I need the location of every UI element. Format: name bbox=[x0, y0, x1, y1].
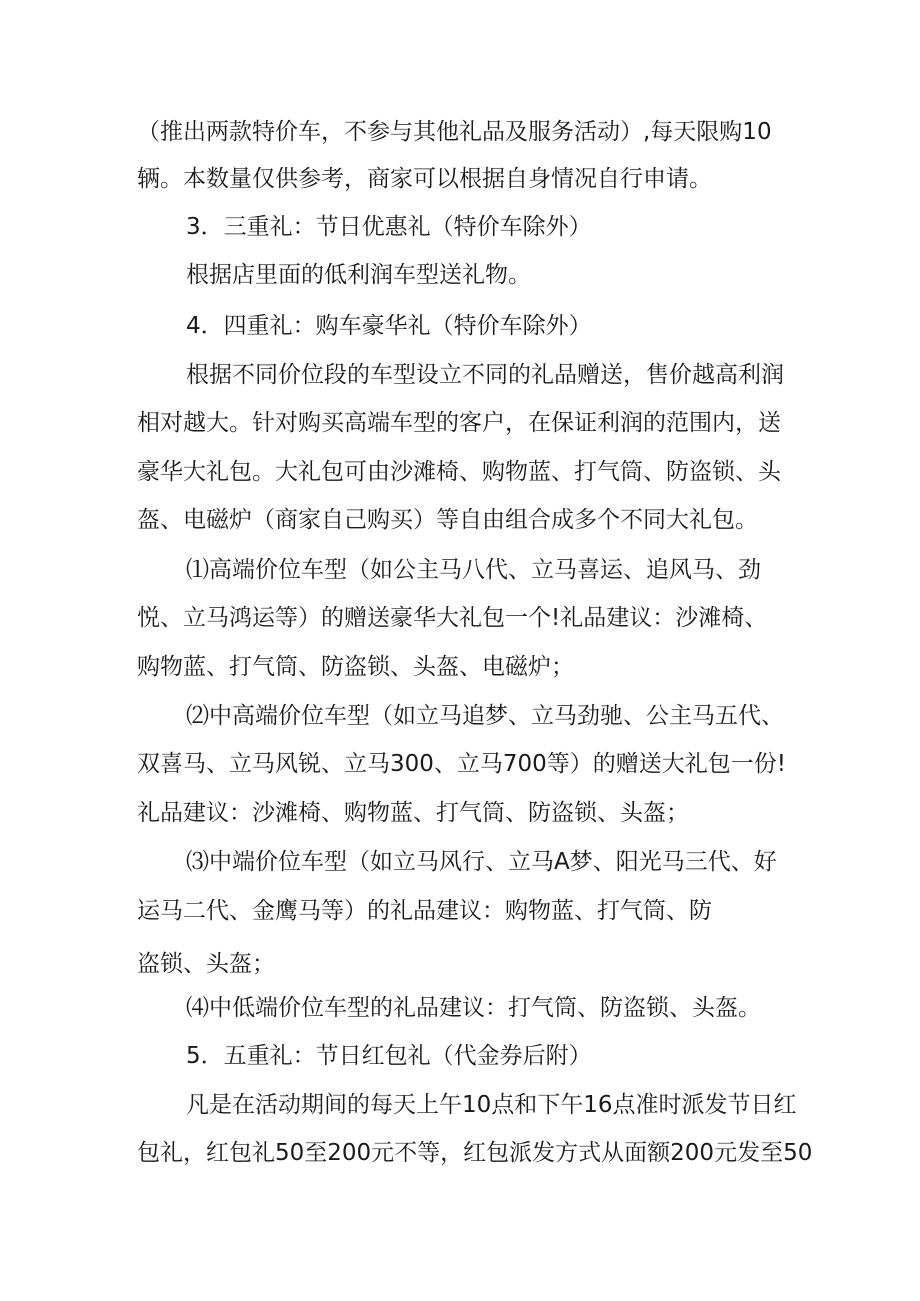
text-line: 包礼，红包礼50至200元不等，红包派发方式从面额200元发至50 bbox=[137, 1140, 813, 1166]
text-line: 相对越大。针对购买高端车型的客户，在保证利润的范围内，送 bbox=[137, 410, 781, 436]
section-heading: 3．三重礼：节日优惠礼（特价车除外） bbox=[186, 214, 592, 240]
list-item: ⑴高端价位车型（如公主马八代、立马喜运、追风马、劲 bbox=[186, 557, 761, 583]
text-line: 根据不同价位段的车型设立不同的礼品赠送，售价越高利润 bbox=[186, 362, 784, 388]
text-line: 购物蓝、打气筒、防盗锁、头盔、电磁炉； bbox=[137, 654, 574, 680]
text-line: 盗锁、头盔； bbox=[137, 951, 275, 977]
text-line: （推出两款特价车，不参与其他礼品及服务活动）,每天限购10 bbox=[137, 119, 772, 145]
text-line: 豪华大礼包。大礼包可由沙滩椅、购物蓝、打气筒、防盗锁、头 bbox=[137, 459, 781, 485]
text-line: 运马二代、金鹰马等）的礼品建议：购物蓝、打气筒、防 bbox=[137, 898, 712, 924]
text-line: 悦、立马鸿运等）的赠送豪华大礼包一个!礼品建议：沙滩椅、 bbox=[137, 605, 768, 631]
text-line: 辆。本数量仅供参考，商家可以根据自身情况自行申请。 bbox=[137, 166, 712, 192]
section-heading: 4．四重礼：购车豪华礼（特价车除外） bbox=[186, 313, 592, 339]
list-item: ⑷中低端价位车型的礼品建议：打气筒、防盗锁、头盔。 bbox=[186, 995, 761, 1021]
list-item: ⑵中高端价位车型（如立马追梦、立马劲驰、公主马五代、 bbox=[186, 703, 784, 729]
text-line: 双喜马、立马风锐、立马300、立马700等）的赠送大礼包一份! bbox=[137, 751, 787, 777]
text-line: 盔、电磁炉（商家自己购买）等自由组合成多个不同大礼包。 bbox=[137, 507, 758, 533]
text-line: 根据店里面的低利润车型送礼物。 bbox=[186, 262, 531, 288]
text-line: 凡是在活动期间的每天上午10点和下午16点准时派发节日红 bbox=[186, 1092, 797, 1118]
section-heading: 5．五重礼：节日红包礼（代金券后附） bbox=[186, 1043, 592, 1069]
list-item: ⑶中端价位车型（如立马风行、立马A梦、阳光马三代、好 bbox=[186, 849, 777, 875]
text-line: 礼品建议：沙滩椅、购物蓝、打气筒、防盗锁、头盔； bbox=[137, 800, 689, 826]
